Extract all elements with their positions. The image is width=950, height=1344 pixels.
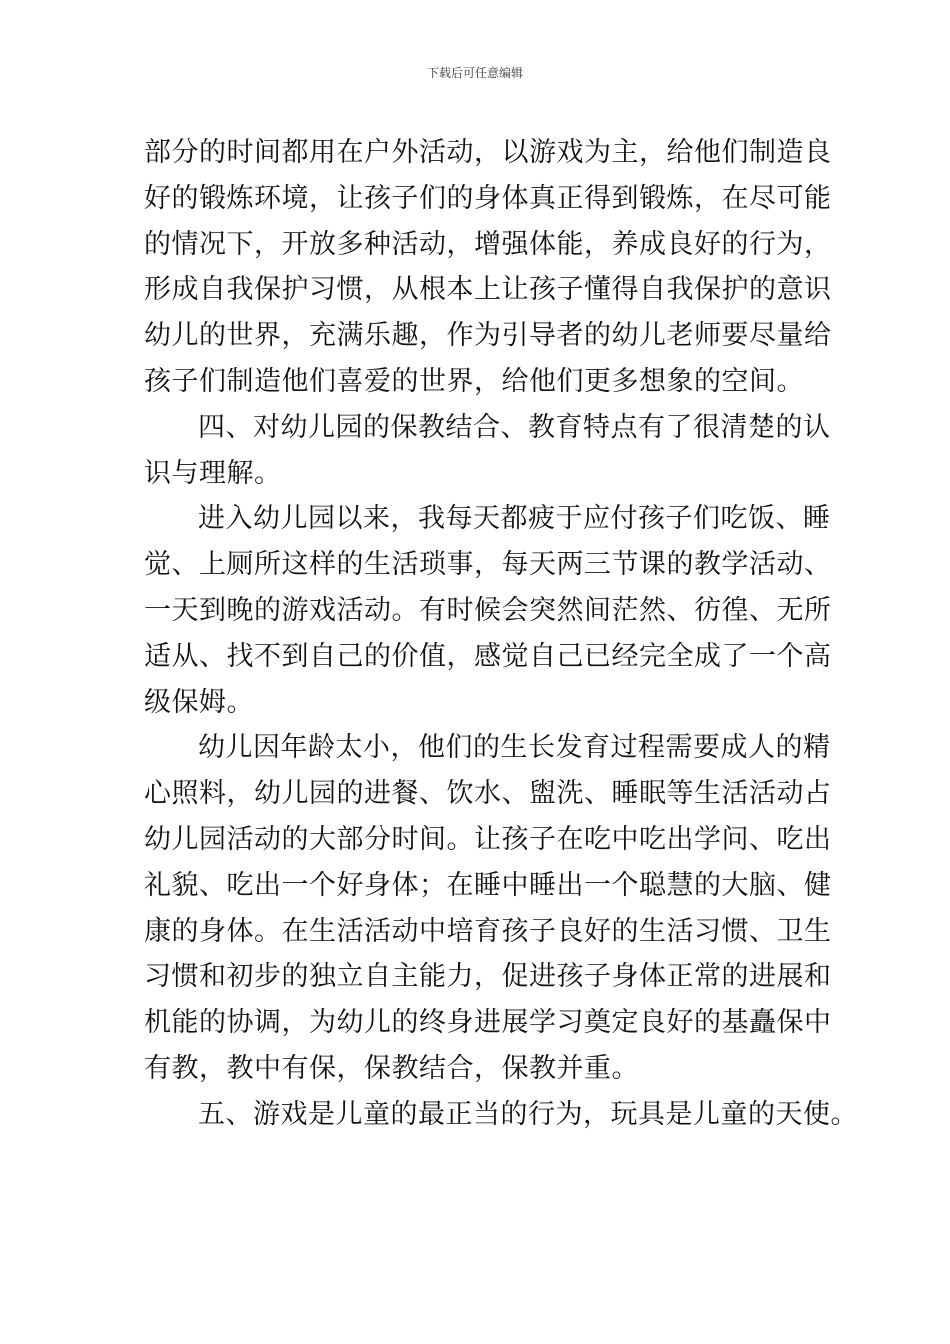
- text-line: 的情况下，开放多种活动，增强体能，养成良好的行为，: [144, 228, 832, 260]
- text-line: 四、对幼儿园的保教结合、教育特点有了很清楚的认: [198, 411, 831, 443]
- text-line: 康的身体。在生活活动中培育孩子良好的生活习惯、卫生: [144, 915, 832, 947]
- text-line: 幼儿园活动的大部分时间。让孩子在吃中吃出学问、吃出: [144, 823, 832, 855]
- document-body: [144, 130, 858, 1138]
- text-line: 级保姆。: [144, 686, 254, 718]
- text-line: 觉、上厕所这样的生活琐事，每天两三节课的教学活动、: [144, 549, 832, 581]
- text-line: 好的锻炼环境，让孩子们的身体真正得到锻炼，在尽可能: [144, 182, 832, 214]
- text-line: 部分的时间都用在户外活动，以游戏为主，给他们制造良: [144, 137, 832, 168]
- paragraph-section-five-heading: [144, 1092, 858, 1138]
- paragraph-daily-routine: [144, 496, 832, 725]
- text-line: 心照料，幼儿园的进餐、饮水、盥洗、睡眠等生活活动占: [144, 778, 832, 810]
- text-line: 五、游戏是儿童的最正当的行为，玩具是儿童的天使。: [198, 1098, 858, 1130]
- text-line: 识与理解。: [144, 457, 282, 489]
- page-header: 下载后可任意编辑: [426, 66, 523, 80]
- text-line: 礼貌、吃出一个好身体；在睡中睡出一个聪慧的大脑、健: [144, 869, 832, 901]
- paragraph-care-and-education: [144, 725, 832, 1091]
- text-line: 幼儿因年龄太小，他们的生长发育过程需要成人的精: [198, 732, 831, 764]
- text-line: 机能的协调，为幼儿的终身进展学习奠定良好的基矗保中: [144, 1007, 832, 1039]
- text-line: 一天到晚的游戏活动。有时候会突然间茫然、彷徨、无所: [144, 594, 832, 626]
- text-line: 进入幼儿园以来，我每天都疲于应付孩子们吃饭、睡: [198, 503, 831, 535]
- text-line: 有教，教中有保，保教结合，保教并重。: [144, 1052, 639, 1084]
- text-line: 习惯和初步的独立自主能力，促进孩子身体正常的进展和: [144, 961, 832, 993]
- text-line: 形成自我保护习惯，从根本上让孩子懂得自我保护的意识: [144, 274, 832, 306]
- paragraph-outdoor-activities: [144, 130, 832, 405]
- text-line: 孩子们制造他们喜爱的世界，给他们更多想象的空间。: [144, 365, 804, 397]
- text-line: 幼儿的世界，充满乐趣，作为引导者的幼儿老师要尽量给: [144, 320, 832, 352]
- text-line: 适从、找不到自己的价值，感觉自己已经完全成了一个高: [144, 640, 832, 672]
- paragraph-section-four-heading: [144, 405, 831, 497]
